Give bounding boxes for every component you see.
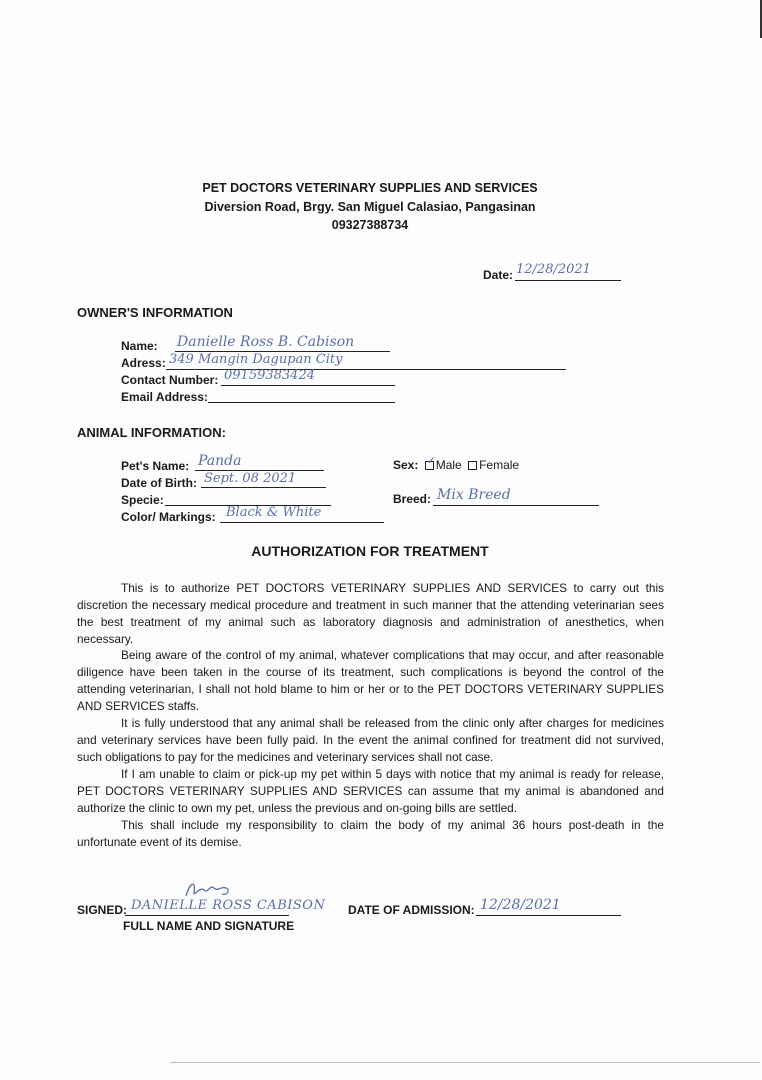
checkmark-icon: ✓ <box>426 454 436 468</box>
owner-contact-label: Contact Number: <box>121 373 219 387</box>
paragraph-text: This is to authorize PET DOCTORS VETERINARY SUPPLIES AND SERVICES to carry out this discretion the necessary medical procedure and treatment in such manner that the attending veterinarian sees the best treatment of my animal such as laboratory diagnosis and administration of anesthetics, when necessary. <box>77 581 664 646</box>
pet-name-label: Pet's Name: <box>121 459 190 473</box>
company-phone: 09327388734 <box>331 218 409 232</box>
paragraph-text: This shall include my responsibility to claim the body of my animal 36 hours post-death in the unfortunate event of its demise. <box>77 818 664 849</box>
animal-section-title: ANIMAL INFORMATION: <box>77 425 226 440</box>
owner-contact-value: 09159383424 <box>224 368 315 383</box>
signature-line <box>125 915 289 916</box>
authorization-paragraph <box>77 580 664 648</box>
date-label: Date: <box>483 268 514 282</box>
male-option-label: Male <box>435 458 462 472</box>
date-value: 12/28/2021 <box>516 262 591 277</box>
paragraph-text: It is fully understood that any animal shall be released from the clinic only after charges for medicines and veterinary services have been fully paid. In the event the animal confined for treatment did not survived, such obligations to pay for the medicines and veterinary services shall not case. <box>77 716 664 764</box>
authorization-paragraph <box>77 817 664 851</box>
company-address: Diversion Road, Brgy. San Miguel Calasiao, Pangasinan <box>204 200 536 214</box>
company-name: PET DOCTORS VETERINARY SUPPLIES AND SERVICES <box>202 181 538 195</box>
paragraph-text: If I am unable to claim or pick-up my pet within 5 days with notice that my animal is ready for release, PET DOCTORS VETERINARY SUPPLIES AND SERVICES can assume that my animal is abandoned and authorize the clinic to own my pet, unless the previous and on-going bills are settled. <box>77 767 664 815</box>
admission-value: 12/28/2021 <box>480 897 561 913</box>
owner-section-title: OWNER'S INFORMATION <box>77 305 233 320</box>
male-checkbox[interactable] <box>425 454 436 470</box>
color-value: Black & White <box>226 505 322 520</box>
authorization-title: AUTHORIZATION FOR TREATMENT <box>251 543 489 559</box>
authorization-paragraph <box>77 715 664 766</box>
admission-line <box>476 915 621 916</box>
owner-contact-line <box>221 385 395 386</box>
owner-name-label: Name: <box>121 339 158 353</box>
breed-line <box>433 505 599 506</box>
owner-address-value: 349 Mangin Dagupan City <box>169 352 343 367</box>
owner-email-label: Email Address: <box>121 390 208 404</box>
signed-value: DANIELLE ROSS CABISON <box>131 898 326 913</box>
female-checkbox[interactable] <box>468 461 477 470</box>
color-label: Color/ Markings: <box>121 510 216 524</box>
authorization-paragraph <box>77 647 664 715</box>
sex-field <box>393 454 520 472</box>
sex-label: Sex: <box>393 458 419 472</box>
female-option-label: Female <box>479 458 520 472</box>
admission-label: DATE OF ADMISSION: <box>348 903 475 917</box>
breed-value: Mix Breed <box>437 487 511 503</box>
page-bottom-rule <box>170 1062 760 1063</box>
signed-label: SIGNED: <box>77 903 128 917</box>
pet-name-value: Panda <box>198 453 242 469</box>
owner-address-label: Adress: <box>121 356 166 370</box>
dob-value: Sept. 08 2021 <box>204 471 297 486</box>
specie-label: Specie: <box>121 493 164 507</box>
color-line <box>220 522 384 523</box>
owner-email-line <box>208 402 395 403</box>
paragraph-text: Being aware of the control of my animal, whatever complications that may occur, and after reasonable diligence have been taken in the course of its treatment, such complications is beyond the control of the attending veterinarian, I shall not hold blame to him or her or to the PET DOCTORS VETERINARY SUPPLIES AND SERVICES staffs. <box>77 648 664 713</box>
signature-caption: FULL NAME AND SIGNATURE <box>123 919 295 933</box>
owner-name-value: Danielle Ross B. Cabison <box>177 334 355 350</box>
dob-line <box>201 487 326 488</box>
date-line <box>515 280 621 281</box>
authorization-paragraph <box>77 766 664 817</box>
breed-label: Breed: <box>393 492 432 506</box>
dob-label: Date of Birth: <box>121 476 197 490</box>
